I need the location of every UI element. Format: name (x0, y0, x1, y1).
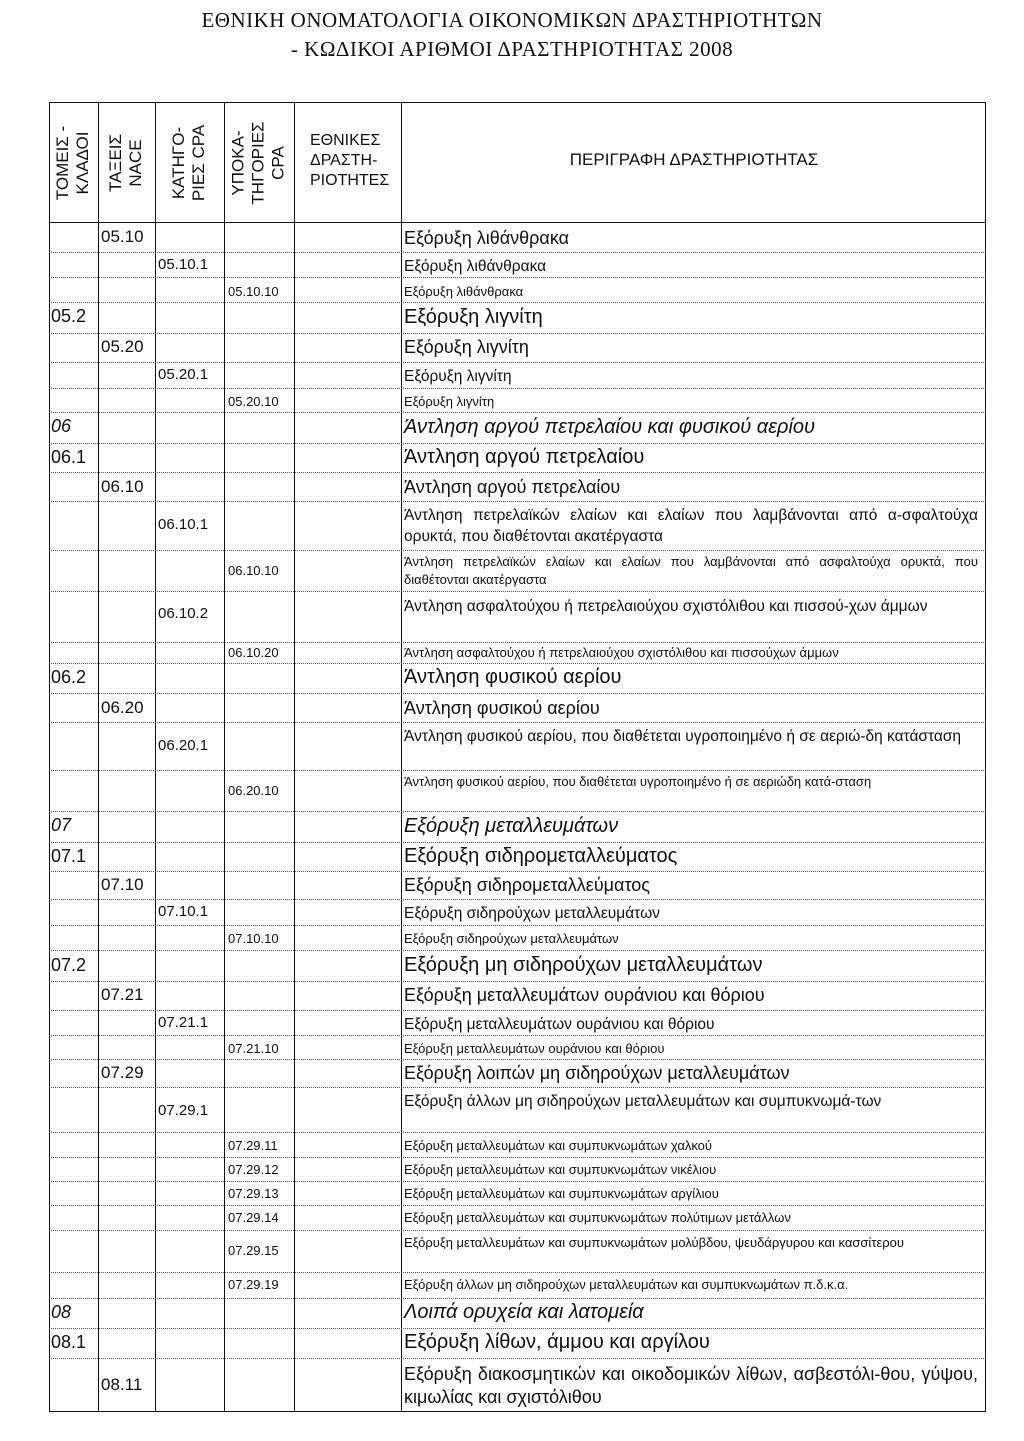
activity-description: Εξόρυξη λιγνίτη (404, 368, 512, 385)
activity-description: Άντληση πετρελαϊκών ελαίων και ελαίων που λαμβάνονται από α-σφαλτούχα ορυκτά, που διαθέτονται ακατέργαστα (404, 507, 978, 545)
section-code: 08 (51, 1302, 72, 1322)
row-separator (49, 1157, 986, 1158)
activity-description: Εξόρυξη λιγνίτη (404, 306, 543, 328)
cpa-subcategory-code: 06.10.10 (228, 563, 279, 578)
activity-description: Άντληση φυσικού αερίου (404, 698, 600, 718)
cpa-subcategory-code: 07.29.14 (228, 1210, 279, 1225)
activity-description: Εξόρυξη σιδηρούχων μεταλλευμάτων (404, 905, 660, 922)
row-separator (49, 981, 986, 982)
row-separator (49, 693, 986, 694)
row-separator (49, 811, 986, 812)
activity-description: Εξόρυξη μη σιδηρούχων μεταλλευμάτων (404, 954, 763, 976)
activity-description: Άντληση ασφαλτούχου ή πετρελαιούχου σχιστόλιθου και πισσούχων άμμων (404, 645, 839, 660)
section-code: 06 (51, 416, 72, 436)
row-separator (49, 950, 986, 951)
activity-description: Εξόρυξη μεταλλευμάτων και συμπυκνωμάτων νικέλιου (404, 1162, 717, 1177)
document-title: ΕΘΝΙΚΗ ΟΝΟΜΑΤΟΛΟΓΙΑ ΟΙΚΟΝΟΜΙΚΩΝ ΔΡΑΣΤΗΡΙΟΤΗΤΩΝ (201, 8, 823, 32)
row-separator (49, 333, 986, 334)
cpa-subcategory-code: 07.29.19 (228, 1277, 279, 1292)
activity-description: Εξόρυξη μεταλλευμάτων και συμπυκνωμάτων αργίλιου (404, 1186, 719, 1201)
header-divider (49, 222, 986, 223)
branch-code: 07.2 (51, 955, 87, 975)
column-divider (155, 102, 156, 1412)
row-separator (49, 1272, 986, 1273)
activity-description: Εξόρυξη άλλων μη σιδηρούχων μεταλλευμάτων και συμπυκνωμά-των (404, 1093, 882, 1110)
activity-description: Εξόρυξη λιγνίτη (404, 394, 495, 409)
activity-description: Εξόρυξη λιθάνθρακα (404, 258, 547, 275)
nace-class-code: 07.29 (101, 1063, 144, 1082)
cpa-subcategory-code: 06.20.10 (228, 783, 279, 798)
activity-description: Εξόρυξη σιδηρομεταλλεύματος (404, 845, 678, 867)
cpa-category-code: 05.20.1 (158, 366, 209, 383)
column-header-national: ΕΘΝΙΚΕΣ ΔΡΑΣΤΗ- ΡΙΟΤΗΤΕΣ (310, 132, 390, 189)
column-header-classes: ΤΑΞΕΙΣ NACE (106, 133, 146, 193)
activity-description: Άντληση πετρελαϊκών ελαίων και ελαίων που λαμβάνονται από ασφαλτούχα ορυκτά, που διαθέτονται ακατέργαστα (404, 554, 978, 587)
activity-description: Εξόρυξη μεταλλευμάτων και συμπυκνωμάτων πολύτιμων μετάλλων (404, 1210, 791, 1225)
row-separator (49, 1358, 986, 1359)
activity-description: Εξόρυξη σιδηρομεταλλεύματος (404, 875, 650, 895)
row-separator (49, 252, 986, 253)
activity-description: Άντληση ασφαλτούχου ή πετρελαιούχου σχιστόλιθου και πισσού-χων άμμων (404, 598, 928, 615)
cpa-category-code: 06.10.2 (158, 605, 209, 622)
activity-description: Άντληση φυσικού αερίου, που διαθέτεται υγροποιημένο ή σε αεριώ-δη κατάσταση (404, 728, 962, 745)
row-separator (49, 1132, 986, 1133)
column-header-sections: ΤΟΜΕΙΣ - ΚΛΑΔΟΙ (53, 125, 93, 201)
cpa-category-code: 07.21.1 (158, 1014, 209, 1031)
row-separator (49, 871, 986, 872)
row-separator (49, 443, 986, 444)
activity-description: Εξόρυξη μεταλλευμάτων ουράνιου και θόριου (404, 1016, 715, 1033)
cpa-category-code: 05.10.1 (158, 256, 209, 273)
column-header-description: ΠΕΡΙΓΡΑΦΗ ΔΡΑΣΤΗΡΙΟΤΗΤΑΣ (569, 150, 819, 169)
nace-class-code: 07.10 (101, 875, 144, 894)
activity-description: Άντληση φυσικού αερίου, που διαθέτεται υγροποιημένο ή σε αεριώδη κατά-σταση (404, 774, 872, 789)
row-separator (49, 1010, 986, 1011)
row-separator (49, 1035, 986, 1036)
nace-class-code: 05.10 (101, 227, 144, 246)
branch-code: 06.1 (51, 447, 87, 467)
column-divider (294, 102, 295, 1412)
activity-description: Εξόρυξη άλλων μη σιδηρούχων μεταλλευμάτων και συμπυκνωμάτων π.δ.κ.α. (404, 1277, 849, 1292)
row-separator (49, 1298, 986, 1299)
cpa-subcategory-code: 07.29.11 (228, 1138, 278, 1153)
row-separator (49, 925, 986, 926)
row-separator (49, 277, 986, 278)
row-separator (49, 388, 986, 389)
activity-description: Άντληση αργού πετρελαίου (404, 446, 645, 468)
cpa-category-code: 07.10.1 (158, 903, 209, 920)
activity-description: Εξόρυξη λιθάνθρακα (404, 228, 570, 248)
activity-description: Άντληση αργού πετρελαίου και φυσικού αερίου (404, 416, 816, 438)
activity-description: Εξόρυξη μεταλλευμάτων και συμπυκνωμάτων χαλκού (404, 1138, 713, 1153)
cpa-subcategory-code: 07.29.15 (228, 1243, 279, 1258)
branch-code: 07.1 (51, 846, 87, 866)
activity-description: Εξόρυξη λιγνίτη (404, 337, 529, 357)
row-separator (49, 1230, 986, 1231)
row-separator (49, 1328, 986, 1329)
column-header-subcategories: ΥΠΟΚΑ- ΤΗΓΟΡΙΕΣ CPA (229, 121, 289, 205)
row-separator (49, 412, 986, 413)
cpa-category-code: 06.20.1 (158, 737, 209, 754)
row-separator (49, 899, 986, 900)
row-separator (49, 501, 986, 502)
cpa-subcategory-code: 07.29.13 (228, 1186, 279, 1201)
nace-class-code: 05.20 (101, 337, 144, 356)
row-separator (49, 1181, 986, 1182)
activity-description: Εξόρυξη σιδηρούχων μεταλλευμάτων (404, 931, 619, 946)
column-divider (224, 102, 225, 1412)
row-separator (49, 550, 986, 551)
cpa-subcategory-code: 06.10.20 (228, 645, 279, 660)
activity-description: Εξόρυξη μεταλλευμάτων (404, 815, 619, 837)
activity-description: Εξόρυξη μεταλλευμάτων ουράνιου και θόριου (404, 1041, 665, 1056)
row-separator (49, 1205, 986, 1206)
cpa-category-code: 07.29.1 (158, 1102, 209, 1119)
activity-description: Εξόρυξη διακοσμητικών και οικοδομικών λίθων, ασβεστόλι-θου, γύψου, κιμωλίας και σχιστόλιθου (404, 1364, 978, 1407)
activity-description: Λοιπά ορυχεία και λατομεία (404, 1301, 644, 1323)
row-separator (49, 1087, 986, 1088)
row-separator (49, 591, 986, 592)
cpa-category-code: 06.10.1 (158, 516, 209, 533)
nace-class-code: 07.21 (101, 985, 144, 1004)
row-separator (49, 770, 986, 771)
column-divider (401, 102, 402, 1412)
cpa-subcategory-code: 05.20.10 (228, 394, 279, 409)
activity-description: Εξόρυξη λοιπών μη σιδηρούχων μεταλλευμάτων (404, 1063, 790, 1083)
row-separator (49, 642, 986, 643)
branch-code: 06.2 (51, 667, 87, 687)
column-divider (98, 102, 99, 1412)
row-separator (49, 362, 986, 363)
activity-description: Εξόρυξη λιθάνθρακα (404, 284, 524, 299)
cpa-subcategory-code: 07.21.10 (228, 1041, 279, 1056)
cpa-subcategory-code: 07.10.10 (228, 931, 279, 946)
column-header-categories: ΚΑΤΗΓΟ- ΡΙΕΣ CPA (169, 124, 209, 202)
document-subtitle: - ΚΩΔΙΚΟΙ ΑΡΙΘΜΟΙ ΔΡΑΣΤΗΡΙΟΤΗΤΑΣ 2008 (290, 37, 734, 61)
row-separator (49, 302, 986, 303)
cpa-subcategory-code: 07.29.12 (228, 1162, 279, 1177)
activity-description: Εξόρυξη λίθων, άμμου και αργίλου (404, 1331, 710, 1353)
activity-description: Άντληση φυσικού αερίου (404, 666, 622, 688)
activity-description: Άντληση αργού πετρελαίου (404, 477, 621, 497)
branch-code: 05.2 (51, 306, 87, 326)
activity-description: Εξόρυξη μεταλλευμάτων ουράνιου και θόριου (404, 985, 765, 1005)
row-separator (49, 722, 986, 723)
row-separator (49, 1059, 986, 1060)
cpa-subcategory-code: 05.10.10 (228, 284, 279, 299)
nace-class-code: 06.10 (101, 477, 144, 496)
section-code: 07 (51, 815, 72, 835)
activity-description: Εξόρυξη μεταλλευμάτων και συμπυκνωμάτων μολύβδου, ψευδάργυρου και κασσίτερου (404, 1235, 904, 1250)
nace-class-code: 06.20 (101, 698, 144, 717)
row-separator (49, 663, 986, 664)
nace-class-code: 08.11 (101, 1375, 143, 1394)
row-separator (49, 472, 986, 473)
branch-code: 08.1 (51, 1332, 87, 1352)
row-separator (49, 842, 986, 843)
